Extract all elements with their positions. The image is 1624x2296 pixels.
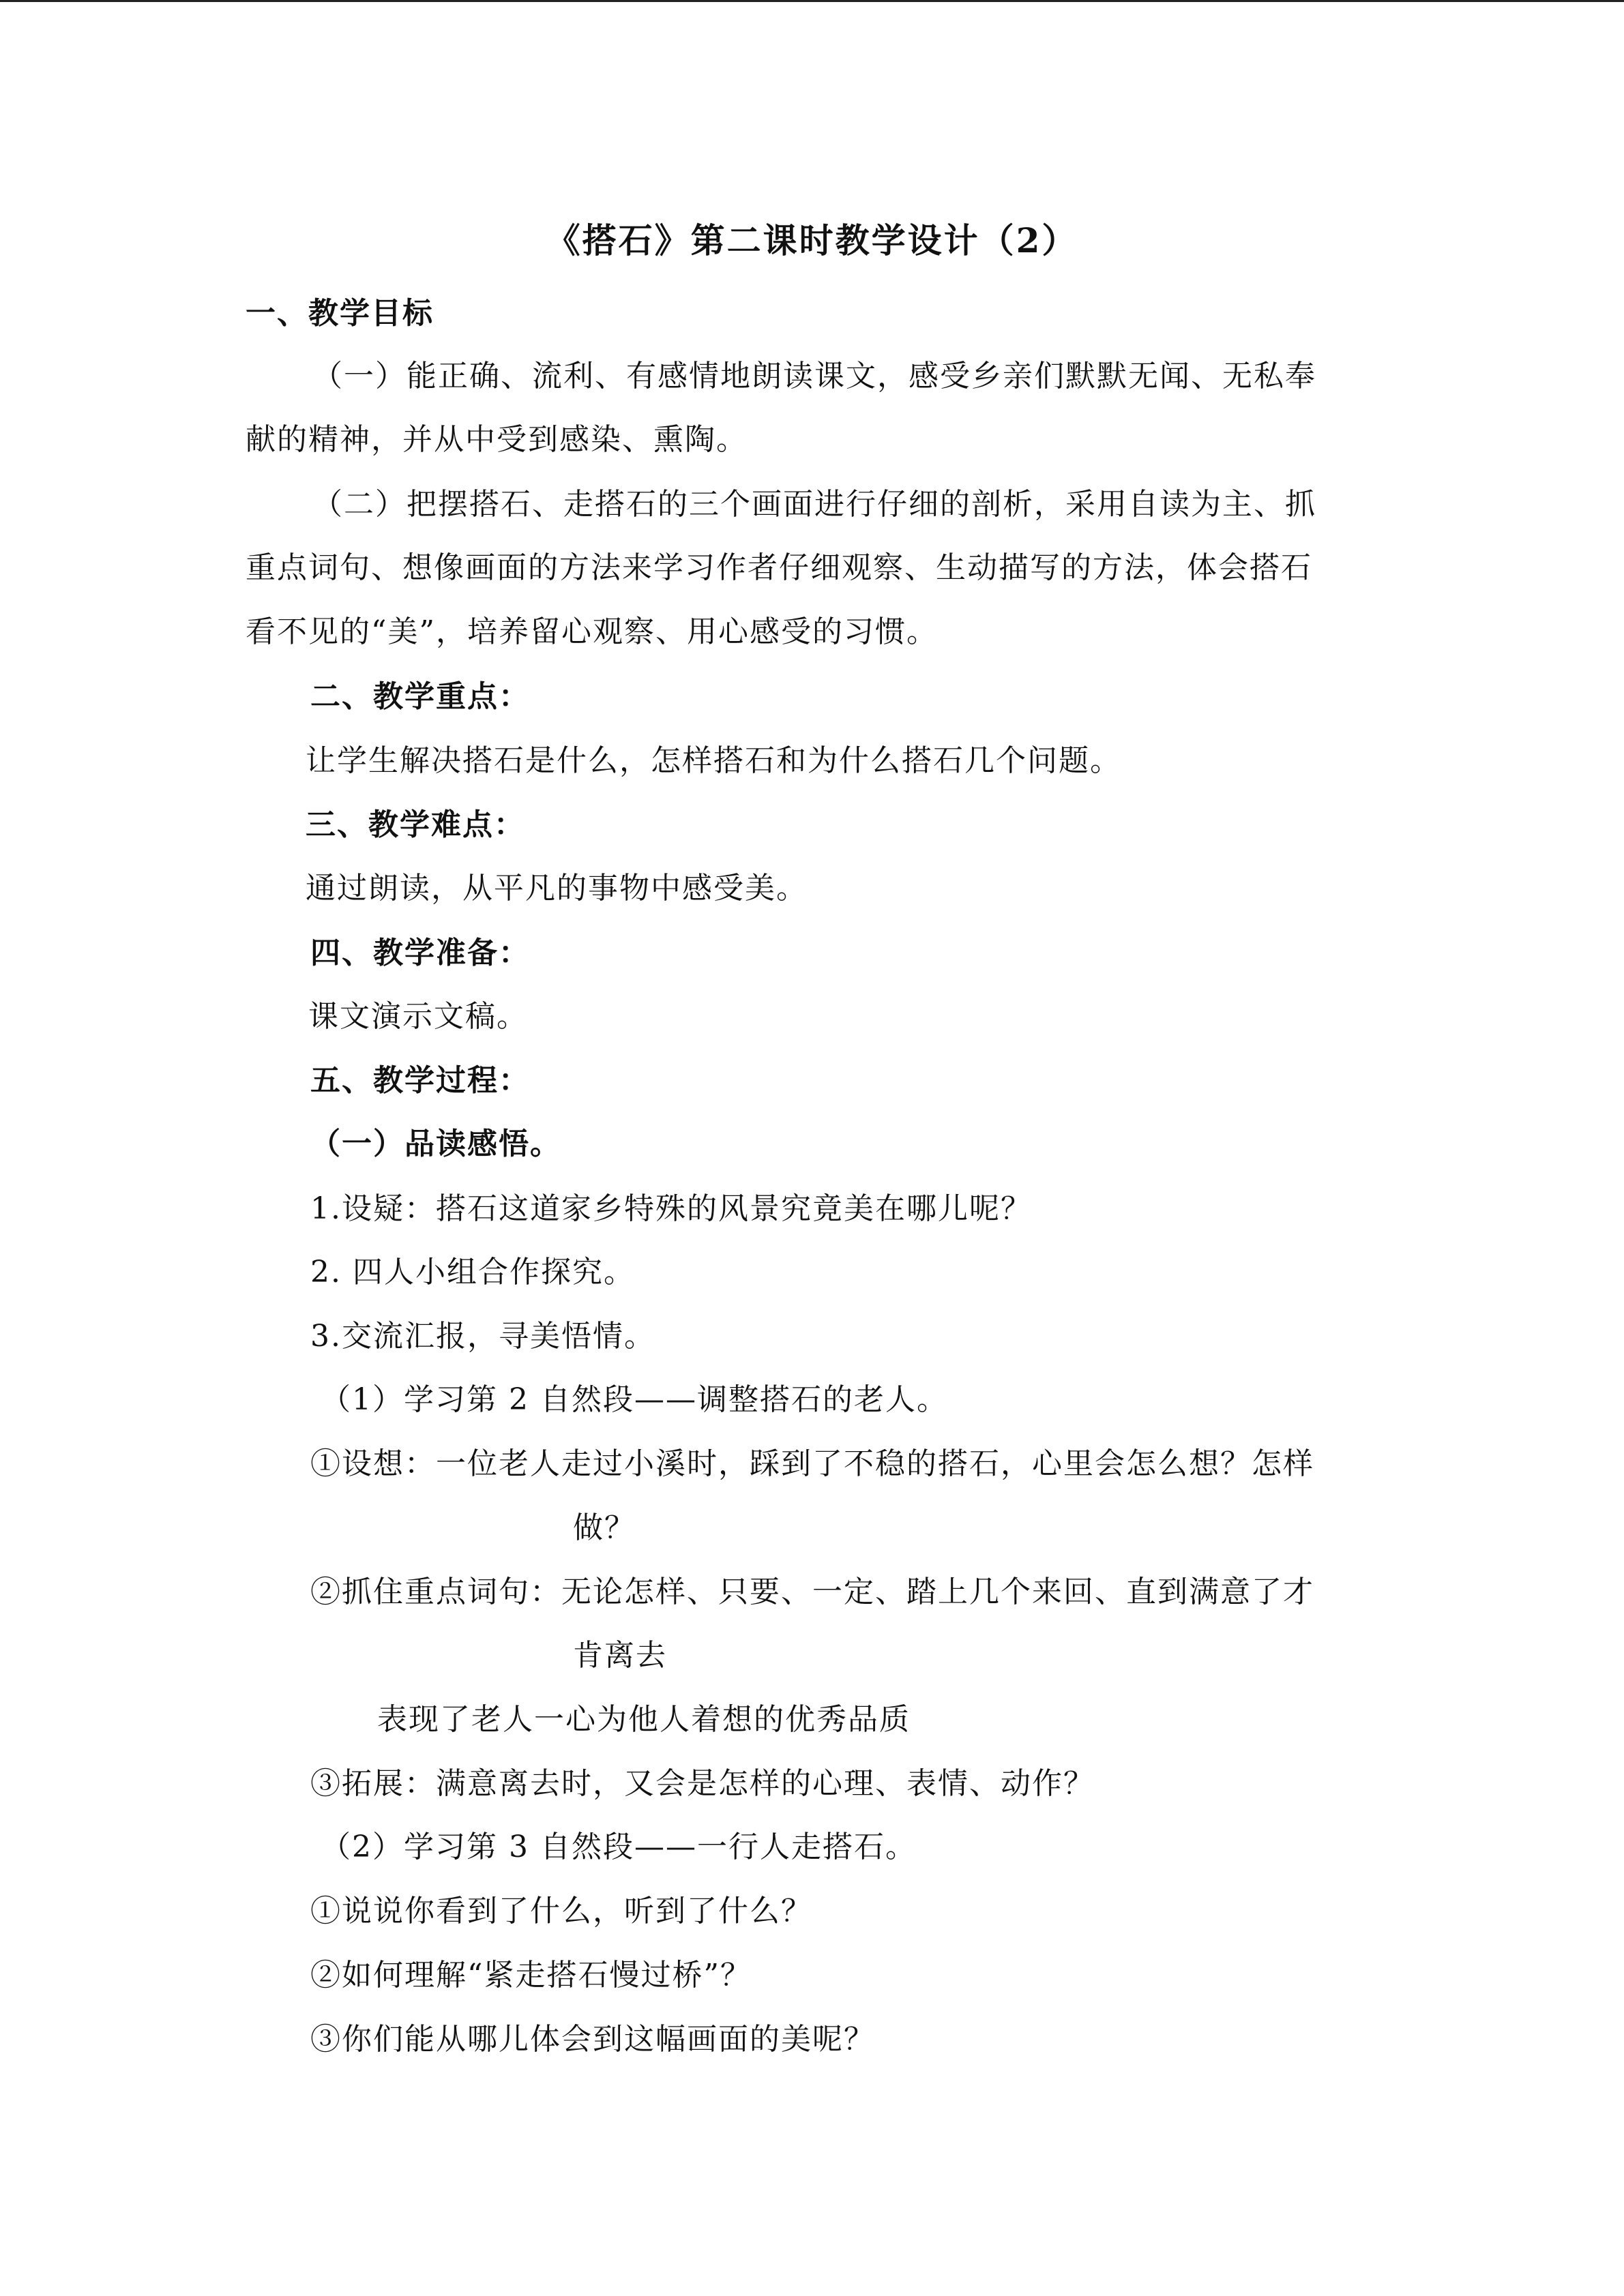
section-heading-process: 五、教学过程： bbox=[310, 1063, 530, 1098]
subsection-2-item-1: ①说说你看到了什么，听到了什么？ bbox=[310, 1894, 812, 1928]
preparation-text: 课文演示文稿。 bbox=[308, 999, 528, 1034]
subsection-2-item-3: ③你们能从哪儿体会到这幅画面的美呢？ bbox=[310, 2022, 875, 2057]
goal-2-line-1: （二）把摆搭石、走搭石的三个画面进行仔细的剖析，采用自读为主、抓 bbox=[312, 487, 1316, 522]
part-1-heading: （一）品读感悟。 bbox=[310, 1127, 561, 1161]
goal-1-line-2: 献的精神，并从中受到感染、熏陶。 bbox=[246, 422, 748, 457]
section-heading-goals: 一、教学目标 bbox=[246, 296, 434, 331]
subsection-1-heading: （1）学习第 2 自然段——调整搭石的老人。 bbox=[321, 1382, 948, 1417]
document-title: 《搭石》第二课时教学设计（2） bbox=[546, 220, 1078, 260]
section-heading-key-points: 二、教学重点： bbox=[310, 679, 530, 714]
section-heading-preparation: 四、教学准备： bbox=[310, 936, 530, 970]
subsection-1-item-1-line-1: ①设想：一位老人走过小溪时，踩到了不稳的搭石，心里会怎么想？怎样 bbox=[310, 1446, 1314, 1481]
section-heading-difficulties: 三、教学难点： bbox=[306, 807, 525, 842]
step-3: 3.交流汇报，寻美悟情。 bbox=[310, 1319, 655, 1354]
step-1: 1.设疑：搭石这道家乡特殊的风景究竟美在哪儿呢？ bbox=[310, 1191, 1032, 1226]
subsection-1-item-2-line-1: ②抓住重点词句：无论怎样、只要、一定、踏上几个来回、直到满意了才 bbox=[310, 1575, 1314, 1609]
goal-2-line-2: 重点词句、想像画面的方法来学习作者仔细观察、生动描写的方法，体会搭石 bbox=[246, 550, 1312, 585]
subsection-1-summary: 表现了老人一心为他人着想的优秀品质 bbox=[377, 1702, 911, 1737]
subsection-2-item-2: ②如何理解“紧走搭石慢过桥”？ bbox=[310, 1958, 752, 1993]
key-points-text: 让学生解决搭石是什么，怎样搭石和为什么搭石几个问题。 bbox=[306, 743, 1121, 778]
subsection-1-item-1-line-2: 做？ bbox=[573, 1510, 636, 1545]
subsection-2-heading: （2）学习第 3 自然段——一行人走搭石。 bbox=[321, 1830, 917, 1864]
goal-1-line-1: （一）能正确、流利、有感情地朗读课文，感受乡亲们默默无闻、无私奉 bbox=[312, 359, 1316, 393]
difficulties-text: 通过朗读，从平凡的事物中感受美。 bbox=[306, 871, 808, 906]
subsection-1-item-3: ③拓展：满意离去时，又会是怎样的心理、表情、动作？ bbox=[310, 1766, 1095, 1801]
step-2: 2. 四人小组合作探究。 bbox=[310, 1255, 635, 1289]
subsection-1-item-2-line-2: 肯离去 bbox=[573, 1638, 667, 1673]
goal-2-line-3: 看不见的“美”，培养留心观察、用心感受的习惯。 bbox=[246, 614, 938, 649]
